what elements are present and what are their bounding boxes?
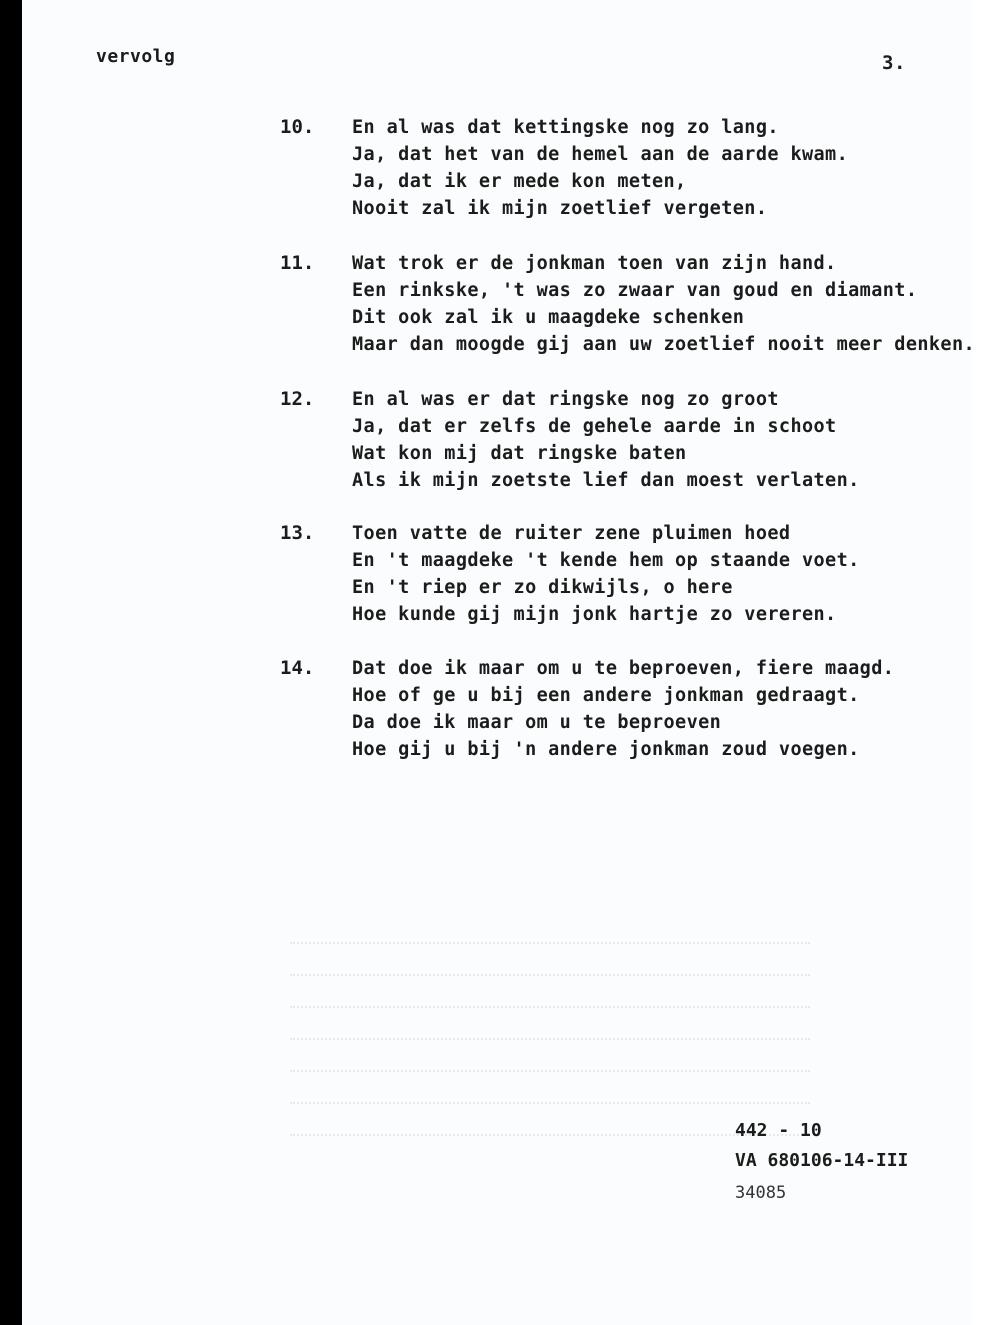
verse-line: Nooit zal ik mijn zoetlief vergeten.: [352, 198, 768, 219]
verse-line: Wat kon mij dat ringske baten: [352, 443, 687, 464]
verse-line: Hoe of ge u bij een andere jonkman gedraagt.: [352, 685, 860, 706]
verse-line: En al was er dat ringske nog zo groot: [352, 389, 779, 410]
verse-line: Hoe kunde gij mijn jonk hartje zo vereren.: [352, 604, 837, 625]
verse-line: En al was dat kettingske nog zo lang.: [352, 117, 779, 138]
header-continued-label: vervolg: [96, 46, 176, 67]
scan-edge: [972, 0, 1000, 1325]
verse-line: Da doe ik maar om u te beproeven: [352, 712, 722, 733]
stanza-number: 12.: [280, 388, 315, 410]
verse-line: En 't maagdeke 't kende hem op staande voet.: [352, 550, 860, 571]
verse-line: Als ik mijn zoetste lief dan moest verlaten.: [352, 470, 860, 491]
show-through-text: [290, 930, 810, 1160]
verse-line: Ja, dat het van de hemel aan de aarde kwam.: [352, 144, 849, 165]
verse-line: Wat trok er de jonkman toen van zijn hand.: [352, 253, 837, 274]
verse-line: Maar dan moogde gij aan uw zoetlief nooit meer denken.: [352, 334, 976, 355]
verse-line: Een rinkske, 't was zo zwaar van goud en diamant.: [352, 280, 918, 301]
verse-line: Ja, dat ik er mede kon meten,: [352, 171, 687, 192]
archive-reference-3: 34085: [735, 1183, 787, 1203]
page-number: 3.: [882, 52, 906, 74]
stanza-number: 10.: [280, 116, 315, 138]
archive-reference-2: VA 680106-14-III: [735, 1150, 909, 1171]
verse-line: Hoe gij u bij 'n andere jonkman zoud voegen.: [352, 739, 860, 760]
stanza-number: 11.: [280, 252, 315, 274]
verse-line: En 't riep er zo dikwijls, o here: [352, 577, 733, 598]
verse-line: Toen vatte de ruiter zene pluimen hoed: [352, 523, 791, 544]
verse-line: Dat doe ik maar om u te beproeven, fiere maagd.: [352, 658, 895, 679]
verse-line: Dit ook zal ik u maagdeke schenken: [352, 307, 745, 328]
stanza-number: 14.: [280, 657, 315, 679]
archive-reference-1: 442 - 10: [735, 1120, 822, 1141]
stanza-number: 13.: [280, 522, 315, 544]
verse-line: Ja, dat er zelfs de gehele aarde in schoot: [352, 416, 837, 437]
